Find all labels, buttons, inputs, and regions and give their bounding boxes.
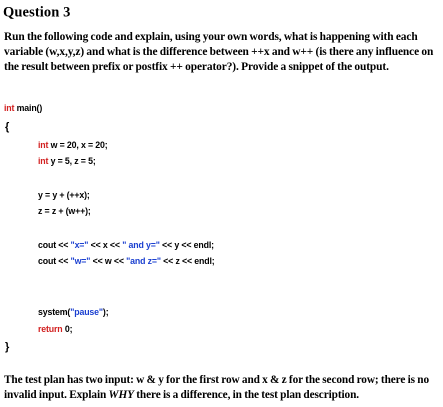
cout1-start: cout <<: [38, 240, 71, 250]
cout2-end: << z << endl;: [160, 256, 215, 266]
keyword-int: int: [4, 103, 15, 113]
main-signature: main(): [14, 103, 43, 113]
keyword-int: int: [38, 156, 49, 166]
open-brace: {: [5, 121, 10, 133]
question-prompt: Run the following code and explain, using your own words, what is happening with each variable (w,x,y,z) and what is the difference between ++x and w++ (is there any influence on the result between prefix or postfix ++ operator?). Provide a snippet of the output.: [4, 31, 434, 73]
cout1-mid: << x <<: [88, 240, 123, 250]
cout1-end: << y << endl;: [159, 240, 214, 250]
code-line-cout-x-y: [38, 240, 214, 251]
code-line-system-pause: [38, 307, 108, 318]
code-line-decl-y-z: [38, 156, 96, 167]
keyword-return: return: [38, 324, 63, 334]
test-plan-note: [4, 373, 441, 403]
string-literal: " and y=": [122, 240, 160, 250]
string-literal: "and z=": [126, 256, 161, 266]
string-literal: "w=": [70, 256, 91, 266]
system-end: );: [102, 307, 109, 317]
string-literal: "pause": [70, 307, 103, 317]
close-brace: }: [5, 341, 10, 353]
code-line-cout-w-z: [38, 256, 215, 267]
system-start: system(: [38, 307, 71, 317]
code-line-decl-w-x: [38, 140, 108, 151]
code-line-main: [4, 103, 42, 114]
decl-w-x-text: w = 20, x = 20;: [48, 140, 108, 150]
test-plan-text: The test plan has two input: w & y for the first row and x & z for the second row; there is no invalid input. Explain: [4, 374, 430, 401]
keyword-int: int: [38, 140, 49, 150]
code-line-z-postfix: z = z + (w++);: [38, 206, 91, 216]
code-line-return: [38, 324, 72, 335]
decl-y-z-text: y = 5, z = 5;: [48, 156, 96, 166]
why-emphasis: WHY: [108, 389, 134, 401]
code-line-y-prefix: y = y + (++x);: [38, 190, 90, 200]
string-literal: "x=": [70, 240, 89, 250]
question-heading: Question 3: [3, 4, 71, 21]
return-value: 0;: [62, 324, 73, 334]
cout2-mid: << w <<: [90, 256, 127, 266]
test-plan-text-end: there is a difference, in the test plan description.: [133, 389, 360, 401]
cout2-start: cout <<: [38, 256, 71, 266]
